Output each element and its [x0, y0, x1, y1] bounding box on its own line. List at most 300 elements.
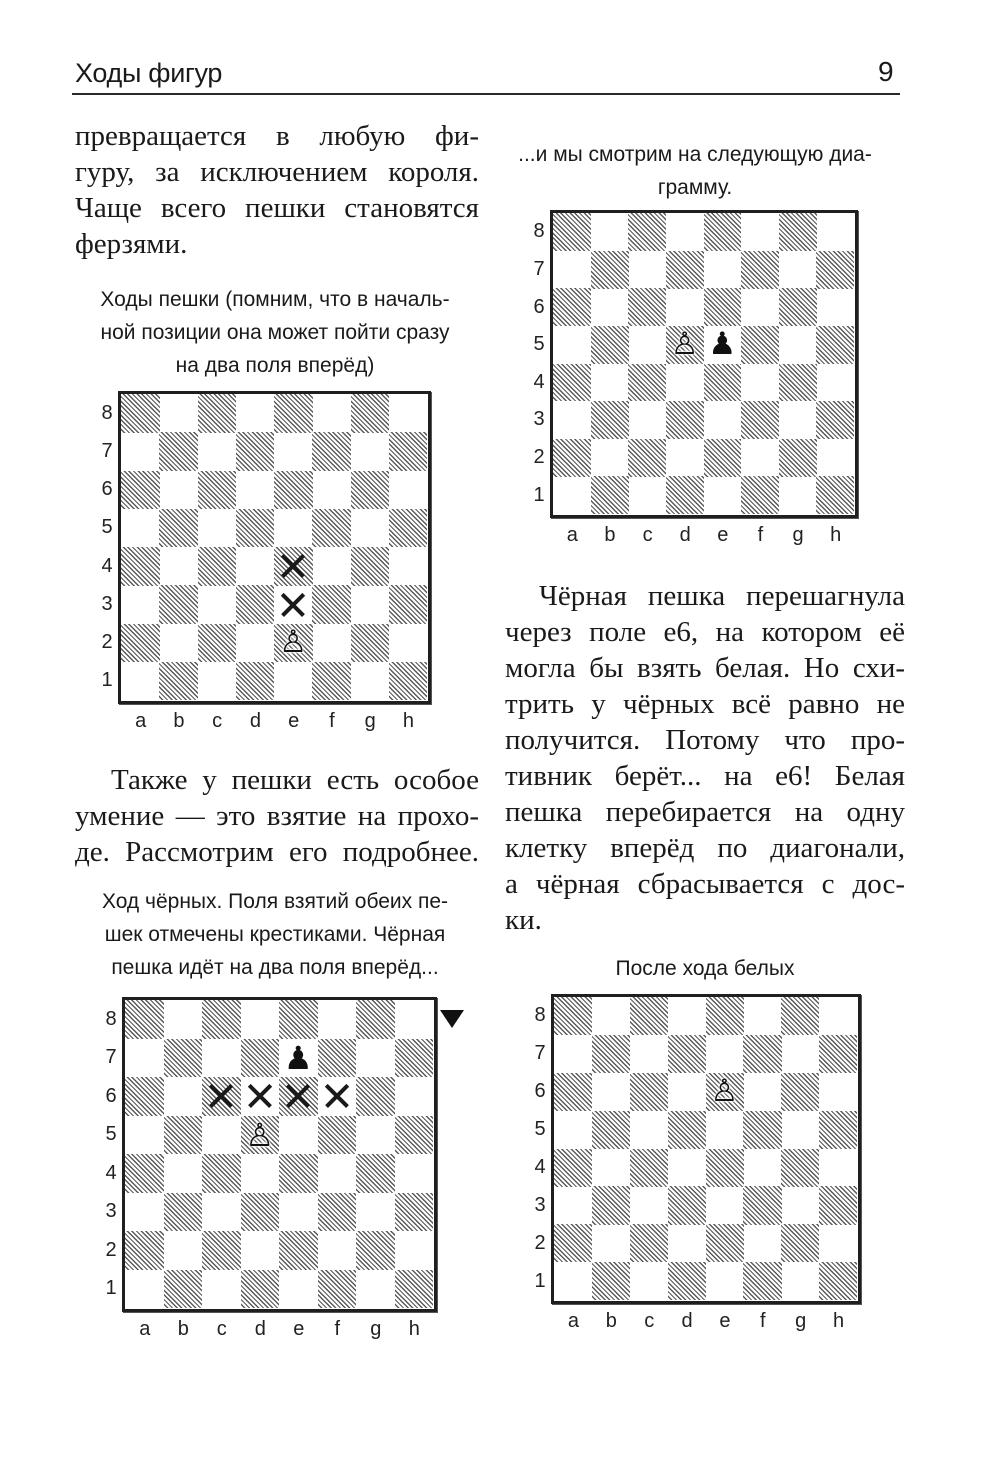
square-h1: [389, 662, 428, 701]
square-g4: [781, 1149, 819, 1187]
file-label: e: [717, 524, 729, 546]
square-b7: [591, 251, 629, 289]
square-a6: [553, 288, 591, 326]
square-a7: [554, 1035, 592, 1073]
square-g5: [356, 1116, 395, 1155]
text-line: превращается в любую фи-: [75, 120, 479, 152]
text-line: гуру, за исключением короля.: [75, 156, 479, 188]
capture-cross-icon: [279, 1077, 318, 1116]
square-h4: [819, 1149, 857, 1187]
paragraph-promotion: [75, 118, 479, 262]
file-label: h: [408, 1318, 420, 1340]
square-a5: [121, 509, 160, 548]
square-b5: [591, 326, 629, 364]
file-label: g: [795, 1310, 807, 1332]
square-a1: [554, 1262, 592, 1300]
square-f5: [743, 1111, 781, 1149]
text-line: получится. Потому что про-: [505, 724, 905, 756]
text-line: пешка перебирается на одну: [505, 796, 905, 828]
file-label: h: [830, 524, 842, 546]
square-f5: [318, 1116, 357, 1155]
white-pawn-icon: ♙: [670, 325, 699, 362]
square-b3: [591, 401, 629, 439]
square-d1: [241, 1270, 280, 1309]
square-f7: [743, 1035, 781, 1073]
square-h6: [389, 471, 428, 510]
square-c8: [202, 1000, 241, 1039]
file-label: h: [833, 1310, 845, 1332]
square-g2: [351, 624, 390, 663]
square-h4: [389, 547, 428, 586]
square-b1: [592, 1262, 630, 1300]
square-h2: [816, 439, 854, 477]
header-rule: [72, 93, 900, 95]
square-d3: [668, 1186, 706, 1224]
square-b2: [159, 624, 198, 663]
text-line: Чаще всего пешки становятся: [75, 192, 479, 224]
square-c7: [628, 251, 666, 289]
square-a1: [125, 1270, 164, 1309]
square-h6: [395, 1077, 434, 1116]
square-e7: [704, 251, 742, 289]
text-line: тивник берёт... на е6! Белая: [505, 760, 905, 792]
square-d1: [668, 1262, 706, 1300]
square-g7: [356, 1039, 395, 1078]
text-line: ки.: [505, 904, 542, 936]
square-d7: [241, 1039, 280, 1078]
square-b6: [159, 471, 198, 510]
square-a4: [121, 547, 160, 586]
square-h7: [819, 1035, 857, 1073]
file-label: f: [329, 710, 335, 732]
file-label: b: [605, 1310, 617, 1332]
square-g1: [781, 1262, 819, 1300]
caption-next-diagram: [490, 138, 900, 204]
rank-label: 7: [101, 439, 113, 462]
square-f7: [312, 432, 351, 471]
square-b5: [164, 1116, 203, 1155]
square-g2: [779, 439, 817, 477]
square-g5: [779, 326, 817, 364]
square-h3: [819, 1186, 857, 1224]
square-a5: [553, 326, 591, 364]
text-line: ферзями.: [75, 228, 188, 260]
rank-label: 5: [534, 1118, 546, 1141]
rank-label: 7: [534, 1042, 546, 1065]
square-a2: [554, 1224, 592, 1262]
square-c8: [198, 394, 237, 433]
caption-line: ...и мы смотрим на следующую диа-: [518, 143, 872, 166]
square-g3: [779, 401, 817, 439]
text-line: Чёрная пешка перешагнула: [539, 580, 905, 612]
running-head: Ходы фигур: [75, 58, 223, 88]
square-a4: [125, 1154, 164, 1193]
square-d4: [668, 1149, 706, 1187]
file-label: b: [173, 710, 185, 732]
square-d8: [666, 213, 704, 251]
square-d5: [236, 509, 275, 548]
square-f2: [312, 624, 351, 663]
square-e8: [274, 394, 313, 433]
caption-line: на два поля вперёд): [175, 354, 375, 377]
white-pawn-icon: ♙: [279, 623, 308, 660]
square-a3: [553, 401, 591, 439]
square-h4: [395, 1154, 434, 1193]
file-label: f: [760, 1310, 766, 1332]
square-c7: [202, 1039, 241, 1078]
rank-label: 7: [105, 1046, 117, 1069]
square-a2: [125, 1231, 164, 1270]
square-h5: [389, 509, 428, 548]
square-d7: [236, 432, 275, 471]
rank-label: 2: [534, 1231, 546, 1254]
square-c5: [628, 326, 666, 364]
square-d4: [666, 364, 704, 402]
square-c1: [202, 1270, 241, 1309]
square-a5: [554, 1111, 592, 1149]
capture-cross-icon: [241, 1077, 280, 1116]
square-d1: [236, 662, 275, 701]
text-line: Также у пешки есть особое: [111, 764, 479, 796]
rank-label: 6: [101, 478, 113, 501]
square-b4: [164, 1154, 203, 1193]
square-f3: [743, 1186, 781, 1224]
square-b2: [164, 1231, 203, 1270]
file-label: g: [364, 710, 376, 732]
square-e8: [706, 997, 744, 1035]
rank-label: 6: [533, 295, 545, 318]
square-h3: [395, 1193, 434, 1232]
square-g4: [356, 1154, 395, 1193]
file-label: e: [288, 710, 300, 732]
square-f4: [318, 1154, 357, 1193]
rank-label: 6: [534, 1080, 546, 1103]
square-b7: [164, 1039, 203, 1078]
square-c7: [630, 1035, 668, 1073]
square-d6: [236, 471, 275, 510]
square-b4: [592, 1149, 630, 1187]
square-g3: [351, 585, 390, 624]
square-c4: [202, 1154, 241, 1193]
square-c1: [628, 476, 666, 514]
square-c5: [630, 1111, 668, 1149]
square-a7: [553, 251, 591, 289]
square-h6: [816, 288, 854, 326]
square-d1: [666, 476, 704, 514]
square-g7: [351, 432, 390, 471]
square-b6: [164, 1077, 203, 1116]
square-f1: [741, 476, 779, 514]
square-f2: [318, 1231, 357, 1270]
square-b8: [592, 997, 630, 1035]
board-frame: [550, 210, 858, 518]
file-label: b: [177, 1318, 189, 1340]
board-frame: [551, 994, 861, 1304]
square-a8: [125, 1000, 164, 1039]
square-h5: [816, 326, 854, 364]
square-h8: [816, 213, 854, 251]
square-f2: [743, 1224, 781, 1262]
rank-label: 2: [105, 1238, 117, 1261]
square-b5: [592, 1111, 630, 1149]
capture-cross-icon: [274, 547, 312, 585]
square-b2: [591, 439, 629, 477]
rank-label: 8: [101, 401, 113, 424]
square-h8: [389, 394, 428, 433]
caption-line: грамму.: [657, 176, 733, 199]
square-d3: [236, 585, 275, 624]
square-b4: [591, 364, 629, 402]
square-g7: [779, 251, 817, 289]
file-label: b: [604, 524, 616, 546]
square-h1: [819, 1262, 857, 1300]
square-e5: [274, 509, 313, 548]
square-b3: [164, 1193, 203, 1232]
square-c1: [630, 1262, 668, 1300]
square-f8: [741, 213, 779, 251]
square-f6: [312, 471, 351, 510]
text-line: трить у чёрных всё равно не: [505, 688, 905, 720]
square-f4: [743, 1149, 781, 1187]
square-g8: [356, 1000, 395, 1039]
square-a2: [121, 624, 160, 663]
square-e1: [274, 662, 313, 701]
square-d2: [241, 1231, 280, 1270]
square-b1: [164, 1270, 203, 1309]
square-b7: [592, 1035, 630, 1073]
square-h4: [816, 364, 854, 402]
square-g8: [351, 394, 390, 433]
square-c2: [630, 1224, 668, 1262]
file-label: a: [135, 710, 147, 732]
rank-label: 1: [534, 1269, 546, 1292]
square-b1: [159, 662, 198, 701]
rank-label: 8: [533, 220, 545, 243]
square-c6: [630, 1073, 668, 1111]
square-d5: [668, 1111, 706, 1149]
square-e2: [706, 1224, 744, 1262]
white-pawn-icon: ♙: [245, 1115, 275, 1154]
rank-label: 8: [534, 1004, 546, 1027]
square-e2: [704, 439, 742, 477]
caption-line: ной позиции она может пойти сразу: [100, 321, 450, 344]
square-d3: [666, 401, 704, 439]
square-g6: [351, 471, 390, 510]
square-g1: [351, 662, 390, 701]
caption-after-white-move: [505, 952, 905, 985]
file-label: e: [293, 1318, 305, 1340]
file-label: d: [681, 1310, 693, 1332]
square-f6: [743, 1073, 781, 1111]
square-h7: [816, 251, 854, 289]
square-f1: [743, 1262, 781, 1300]
file-label: c: [642, 524, 653, 546]
rank-label: 5: [533, 333, 545, 356]
square-g4: [779, 364, 817, 402]
rank-label: 2: [101, 631, 113, 654]
square-d2: [236, 624, 275, 663]
square-c7: [198, 432, 237, 471]
file-label: c: [216, 1318, 227, 1340]
square-b8: [164, 1000, 203, 1039]
square-h2: [395, 1231, 434, 1270]
file-label: f: [757, 524, 764, 546]
square-h3: [816, 401, 854, 439]
square-c4: [198, 547, 237, 586]
square-g2: [781, 1224, 819, 1262]
square-e3: [706, 1186, 744, 1224]
text-line: через поле е6, на котором её: [505, 616, 905, 648]
rank-label: 4: [105, 1161, 117, 1184]
rank-label: 2: [533, 446, 545, 469]
square-f1: [318, 1270, 357, 1309]
square-b2: [592, 1224, 630, 1262]
square-c3: [198, 585, 237, 624]
square-e4: [704, 364, 742, 402]
square-d8: [236, 394, 275, 433]
caption-line: пешка идёт на два поля вперёд...: [111, 956, 439, 979]
square-c5: [202, 1116, 241, 1155]
square-f4: [312, 547, 351, 586]
file-label: a: [139, 1318, 151, 1340]
square-f3: [741, 401, 779, 439]
rank-label: 3: [534, 1193, 546, 1216]
square-g5: [781, 1111, 819, 1149]
text-line: клетку вперёд по диагонали,: [505, 832, 905, 864]
rank-label: 3: [101, 592, 113, 615]
square-b8: [159, 394, 198, 433]
square-f2: [741, 439, 779, 477]
square-e3: [704, 401, 742, 439]
caption-pawn-moves: [62, 283, 488, 382]
square-h1: [395, 1270, 434, 1309]
square-c4: [628, 364, 666, 402]
square-g6: [356, 1077, 395, 1116]
square-a3: [121, 585, 160, 624]
square-c6: [628, 288, 666, 326]
square-h6: [819, 1073, 857, 1111]
square-d3: [241, 1193, 280, 1232]
square-h1: [816, 476, 854, 514]
square-d2: [668, 1224, 706, 1262]
file-label: h: [402, 710, 414, 732]
square-f7: [741, 251, 779, 289]
file-label: c: [212, 710, 223, 732]
text-line: умение — это взятие на прохо-: [75, 800, 479, 832]
square-h7: [389, 432, 428, 471]
rank-label: 6: [105, 1084, 117, 1107]
rank-label: 4: [534, 1155, 546, 1178]
capture-cross-icon: [202, 1077, 241, 1116]
square-e7: [274, 432, 313, 471]
square-g6: [779, 288, 817, 326]
square-e2: [279, 1231, 318, 1270]
file-label: e: [719, 1310, 731, 1332]
rank-label: 1: [533, 483, 545, 506]
square-e1: [704, 476, 742, 514]
square-g2: [356, 1231, 395, 1270]
square-a8: [121, 394, 160, 433]
square-a8: [553, 213, 591, 251]
square-b8: [591, 213, 629, 251]
square-a1: [121, 662, 160, 701]
square-e3: [279, 1193, 318, 1232]
square-f7: [318, 1039, 357, 1078]
text-line: а чёрная сбрасывается с дос-: [505, 868, 905, 900]
square-d7: [668, 1035, 706, 1073]
square-c2: [628, 439, 666, 477]
square-h5: [395, 1116, 434, 1155]
rank-label: 3: [533, 408, 545, 431]
square-a5: [125, 1116, 164, 1155]
rank-label: 5: [101, 516, 113, 539]
square-d4: [236, 547, 275, 586]
square-f5: [741, 326, 779, 364]
file-label: d: [679, 524, 691, 546]
square-h2: [819, 1224, 857, 1262]
file-label: f: [334, 1318, 341, 1340]
text-line: де. Рассмотрим его подробнее.: [75, 836, 479, 868]
rank-label: 1: [101, 669, 113, 692]
square-c3: [630, 1186, 668, 1224]
square-d6: [668, 1073, 706, 1111]
square-a4: [554, 1149, 592, 1187]
caption-line: Ходы пешки (помним, что в началь-: [100, 288, 450, 311]
square-d2: [666, 439, 704, 477]
file-label: a: [566, 524, 578, 546]
caption-black-to-move: [62, 885, 488, 984]
caption-line: Ход чёрных. Поля взятий обеих пе-: [101, 890, 449, 913]
square-d6: [666, 288, 704, 326]
square-c6: [198, 471, 237, 510]
square-b1: [591, 476, 629, 514]
square-e1: [279, 1270, 318, 1309]
text-line: могла бы взять белая. Но схи-: [505, 652, 905, 684]
square-e5: [706, 1111, 744, 1149]
square-e1: [706, 1262, 744, 1300]
rank-label: 3: [105, 1200, 117, 1223]
file-label: g: [370, 1318, 382, 1340]
square-g5: [351, 509, 390, 548]
paragraph-en-passant-intro: [75, 762, 479, 870]
square-g6: [781, 1073, 819, 1111]
black-pawn-icon: ♟: [708, 325, 737, 362]
square-f8: [312, 394, 351, 433]
caption-line: шек отмечены крестиками. Чёрная: [104, 923, 446, 946]
square-g4: [351, 547, 390, 586]
square-d8: [668, 997, 706, 1035]
square-f4: [741, 364, 779, 402]
square-c8: [630, 997, 668, 1035]
square-d8: [241, 1000, 280, 1039]
square-e4: [279, 1154, 318, 1193]
square-h8: [819, 997, 857, 1035]
square-b4: [159, 547, 198, 586]
square-b6: [592, 1073, 630, 1111]
square-f5: [312, 509, 351, 548]
square-a7: [121, 432, 160, 471]
square-f6: [741, 288, 779, 326]
square-g7: [781, 1035, 819, 1073]
caption-line: После хода белых: [615, 957, 795, 980]
square-h8: [395, 1000, 434, 1039]
square-g3: [356, 1193, 395, 1232]
file-label: c: [644, 1310, 655, 1332]
square-g3: [781, 1186, 819, 1224]
square-c5: [198, 509, 237, 548]
square-b3: [159, 585, 198, 624]
square-d4: [241, 1154, 280, 1193]
